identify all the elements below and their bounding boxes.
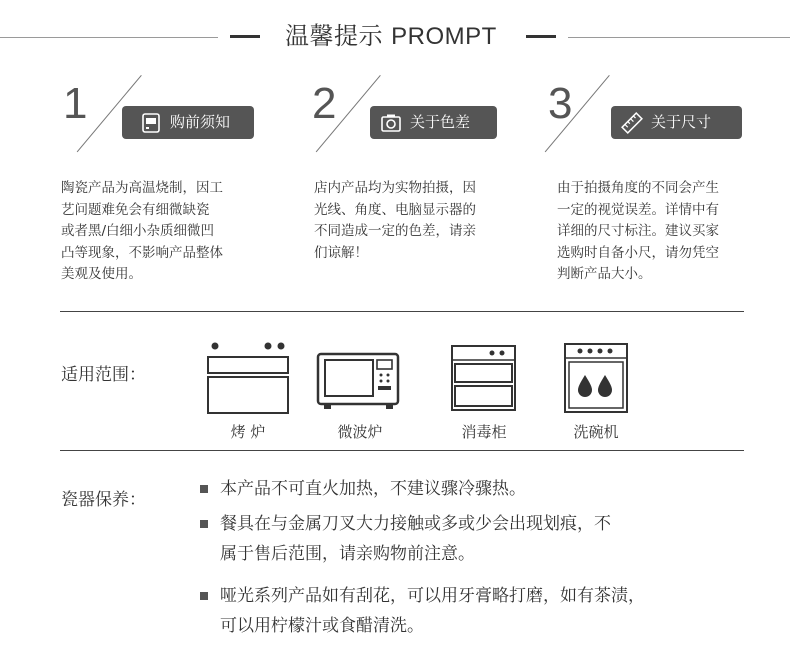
- title-cn: 温馨提示: [285, 22, 383, 50]
- care-item-2: 餐具在与金属刀叉大力接触或多或少会出现划痕，不 属于售后范围，请亲购物前注意。: [220, 514, 611, 564]
- care-bullet-2: [200, 520, 208, 528]
- notice-tag-label-1: 购前须知: [170, 113, 231, 131]
- header-dash-right: [526, 35, 556, 38]
- notice-tag-label-3: 关于尺寸: [651, 113, 712, 131]
- care-label: 瓷器保养：: [61, 490, 146, 510]
- care-item-3: 哑光系列产品如有刮花，可以用牙膏略打磨，如有茶渍， 可以用柠檬汁或食醋清洗。: [220, 586, 645, 636]
- notice-number-1: 1: [63, 79, 88, 128]
- header-dash-left: [230, 35, 260, 38]
- notice-number-2: 2: [312, 79, 337, 128]
- notice-tag-label-2: 关于色差: [410, 113, 471, 131]
- care-bullet-1: [200, 485, 208, 493]
- care-item-1: 本产品不可直火加热，不建议骤冷骤热。: [220, 479, 526, 499]
- notice-tag-1: [122, 106, 254, 139]
- document-icon: [140, 112, 162, 134]
- sterilizer-cabinet-icon: [450, 344, 518, 412]
- care-bullet-3: [200, 592, 208, 600]
- notice-text-1: 陶瓷产品为高温烧制，因工 艺问题难免会有细微缺瓷 或者黑/白细小杂质细微凹 凸等现象，不影响产品整体 美观及使用。: [61, 180, 223, 282]
- applicable-item-1: 烤 炉: [230, 423, 266, 441]
- microwave-icon: [316, 352, 402, 412]
- header-rule-right: [568, 37, 790, 38]
- notice-text-2: 店内产品均为实物拍摄，因 光线、角度、电脑显示器的 不同造成一定的色差，请亲 们谅解！: [314, 180, 476, 261]
- notice-tag-3: [611, 106, 742, 139]
- dishwasher-icon: [563, 342, 629, 414]
- title-en: PROMPT: [391, 23, 497, 50]
- applicable-label: 适用范围：: [61, 365, 146, 385]
- applicable-item-4: 洗碗机: [573, 423, 619, 441]
- page-title: [285, 16, 497, 51]
- notice-text-3: 由于拍摄角度的不同会产生 一定的视觉误差。详情中有 详细的尺寸标注。建议买家 选购时自备小尺，请勿凭空 判断产品大小。: [557, 180, 719, 282]
- applicable-item-3: 消毒柜: [461, 423, 507, 441]
- header-rule-left: [0, 37, 218, 38]
- notice-tag-2: [370, 106, 497, 139]
- applicable-item-2: 微波炉: [337, 423, 383, 441]
- camera-icon: [380, 112, 402, 134]
- ruler-icon: [621, 112, 643, 134]
- divider-2: [60, 450, 744, 451]
- oven-icon: [205, 340, 291, 416]
- divider-1: [60, 311, 744, 312]
- notice-number-3: 3: [548, 79, 573, 128]
